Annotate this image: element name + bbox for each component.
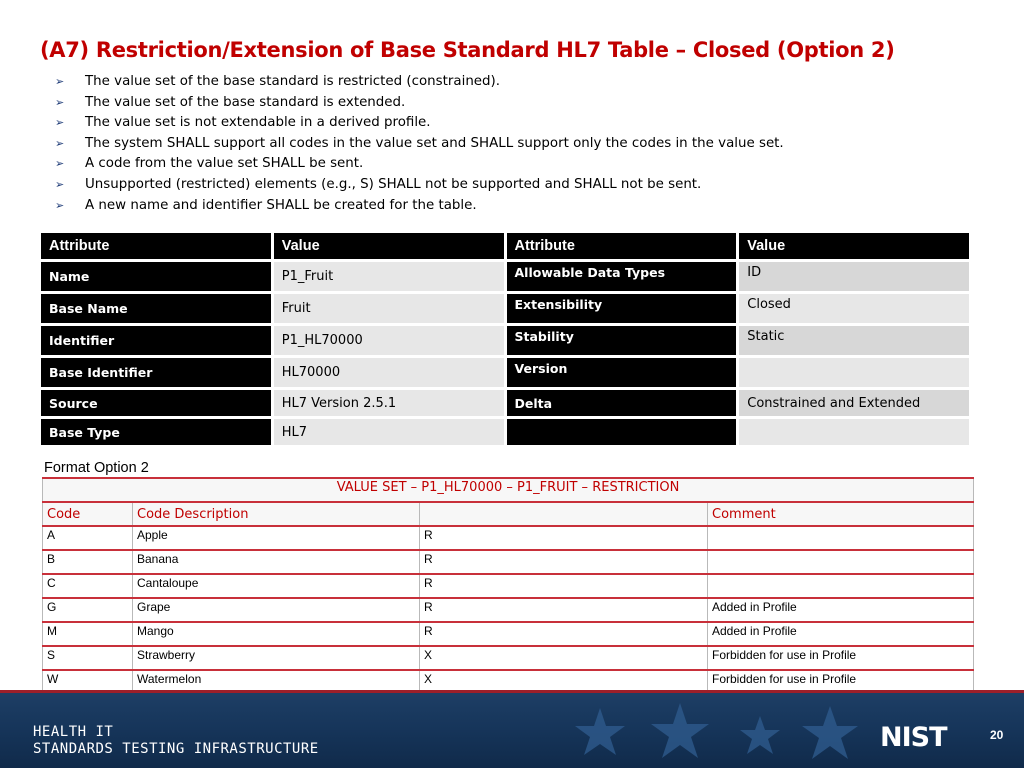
attribute-row [41, 294, 969, 323]
arrow-bullet-icon: ➢ [55, 136, 65, 150]
code-description-cell: Cantaloupe [133, 574, 420, 598]
attribute-value: P1_HL70000 [274, 326, 504, 355]
footer-line: STANDARDS TESTING INFRASTRUCTURE [33, 741, 319, 757]
attribute-name: Version [507, 358, 737, 387]
code-cell: M [43, 622, 133, 646]
value-set-row [43, 526, 974, 550]
usage-cell: R [420, 526, 708, 550]
comment-cell [708, 526, 974, 550]
arrow-bullet-icon: ➢ [55, 95, 65, 109]
value-set-row [43, 598, 974, 622]
bullet-item: ➢ The value set of the base standard is restricted (constrained). [55, 72, 784, 93]
arrow-bullet-icon: ➢ [55, 198, 65, 212]
usage-cell: X [420, 646, 708, 670]
attribute-value: HL7 Version 2.5.1 [274, 390, 504, 416]
usage-cell: R [420, 574, 708, 598]
attribute-table [38, 230, 972, 448]
code-description-cell: Mango [133, 622, 420, 646]
attribute-value: Static [739, 326, 969, 355]
value-set-table [42, 477, 974, 695]
comment-cell [708, 550, 974, 574]
code-cell: W [43, 670, 133, 694]
value-set-table-container [42, 477, 973, 695]
footer-stripe [0, 690, 1024, 693]
page-number: 20 [990, 728, 1004, 742]
attribute-row [41, 326, 969, 355]
code-cell: B [43, 550, 133, 574]
attribute-value: Closed [739, 294, 969, 323]
attribute-name: Base Identifier [41, 358, 271, 387]
attribute-value: HL70000 [274, 358, 504, 387]
value-set-header-row [43, 502, 974, 526]
attribute-row [41, 262, 969, 291]
attribute-name: Base Type [41, 419, 271, 445]
attribute-value [739, 419, 969, 445]
comment-cell [708, 574, 974, 598]
attribute-name: Source [41, 390, 271, 416]
arrow-bullet-icon: ➢ [55, 157, 65, 171]
arrow-bullet-icon: ➢ [55, 177, 65, 191]
bullet-item: ➢ The value set of the base standard is extended. [55, 93, 784, 114]
attribute-value: HL7 [274, 419, 504, 445]
attribute-row [41, 390, 969, 416]
attribute-name [507, 419, 737, 445]
comment-cell: Forbidden for use in Profile [708, 646, 974, 670]
nist-logo-icon [880, 722, 976, 750]
bullet-list [55, 72, 784, 216]
code-description-cell: Watermelon [133, 670, 420, 694]
attribute-value: ID [739, 262, 969, 291]
value-header: Value [739, 233, 969, 259]
footer-line: HEALTH IT [33, 724, 114, 740]
usage-cell: X [420, 670, 708, 694]
code-cell: S [43, 646, 133, 670]
bullet-item: ➢ The system SHALL support all codes in the value set and SHALL support only the codes in the value set. [55, 134, 784, 155]
attribute-name: Extensibility [507, 294, 737, 323]
value-header: Value [274, 233, 504, 259]
value-set-row [43, 550, 974, 574]
arrow-bullet-icon: ➢ [55, 75, 65, 88]
code-header: Code [43, 502, 133, 526]
value-set-row [43, 574, 974, 598]
attribute-value [739, 358, 969, 387]
attribute-name: Name [41, 262, 271, 291]
value-set-caption: VALUE SET – P1_HL70000 – P1_FRUIT – RESTRICTION [43, 478, 974, 502]
svg-text:NIST: NIST [880, 722, 947, 750]
code-cell: C [43, 574, 133, 598]
code-description-header: Code Description [133, 502, 420, 526]
usage-cell: R [420, 622, 708, 646]
slide-title: (A7) Restriction/Extension of Base Standard HL7 Table – Closed (Option 2) [40, 38, 895, 62]
usage-header [420, 502, 708, 526]
code-description-cell: Strawberry [133, 646, 420, 670]
code-description-cell: Banana [133, 550, 420, 574]
comment-cell: Forbidden for use in Profile [708, 670, 974, 694]
attribute-row [41, 419, 969, 445]
attribute-row [41, 358, 969, 387]
value-set-caption-row [43, 478, 974, 502]
attribute-name: Stability [507, 326, 737, 355]
usage-cell: R [420, 598, 708, 622]
attribute-name: Identifier [41, 326, 271, 355]
bullet-item: ➢ The value set is not extendable in a derived profile. [55, 113, 784, 134]
attribute-value: Fruit [274, 294, 504, 323]
attribute-value: Constrained and Extended [739, 390, 969, 416]
value-set-row [43, 646, 974, 670]
attribute-header: Attribute [507, 233, 737, 259]
format-option-label: Format Option 2 [44, 460, 149, 476]
stars-decoration-icon [560, 698, 890, 768]
bullet-item: ➢ Unsupported (restricted) elements (e.g., S) SHALL not be supported and SHALL not be sent. [55, 175, 784, 196]
footer-org-name [33, 724, 319, 758]
comment-cell: Added in Profile [708, 598, 974, 622]
bullet-item: ➢ A new name and identifier SHALL be created for the table. [55, 196, 784, 217]
attribute-value: P1_Fruit [274, 262, 504, 291]
comment-header: Comment [708, 502, 974, 526]
comment-cell: Added in Profile [708, 622, 974, 646]
attribute-name: Base Name [41, 294, 271, 323]
code-cell: G [43, 598, 133, 622]
arrow-bullet-icon: ➢ [55, 116, 65, 130]
attribute-header: Attribute [41, 233, 271, 259]
code-cell: A [43, 526, 133, 550]
value-set-row [43, 622, 974, 646]
attribute-name: Allowable Data Types [507, 262, 737, 291]
attribute-name: Delta [507, 390, 737, 416]
usage-cell: R [420, 550, 708, 574]
code-description-cell: Apple [133, 526, 420, 550]
bullet-item: ➢ A code from the value set SHALL be sent. [55, 154, 784, 175]
attribute-header-row [41, 233, 969, 259]
code-description-cell: Grape [133, 598, 420, 622]
